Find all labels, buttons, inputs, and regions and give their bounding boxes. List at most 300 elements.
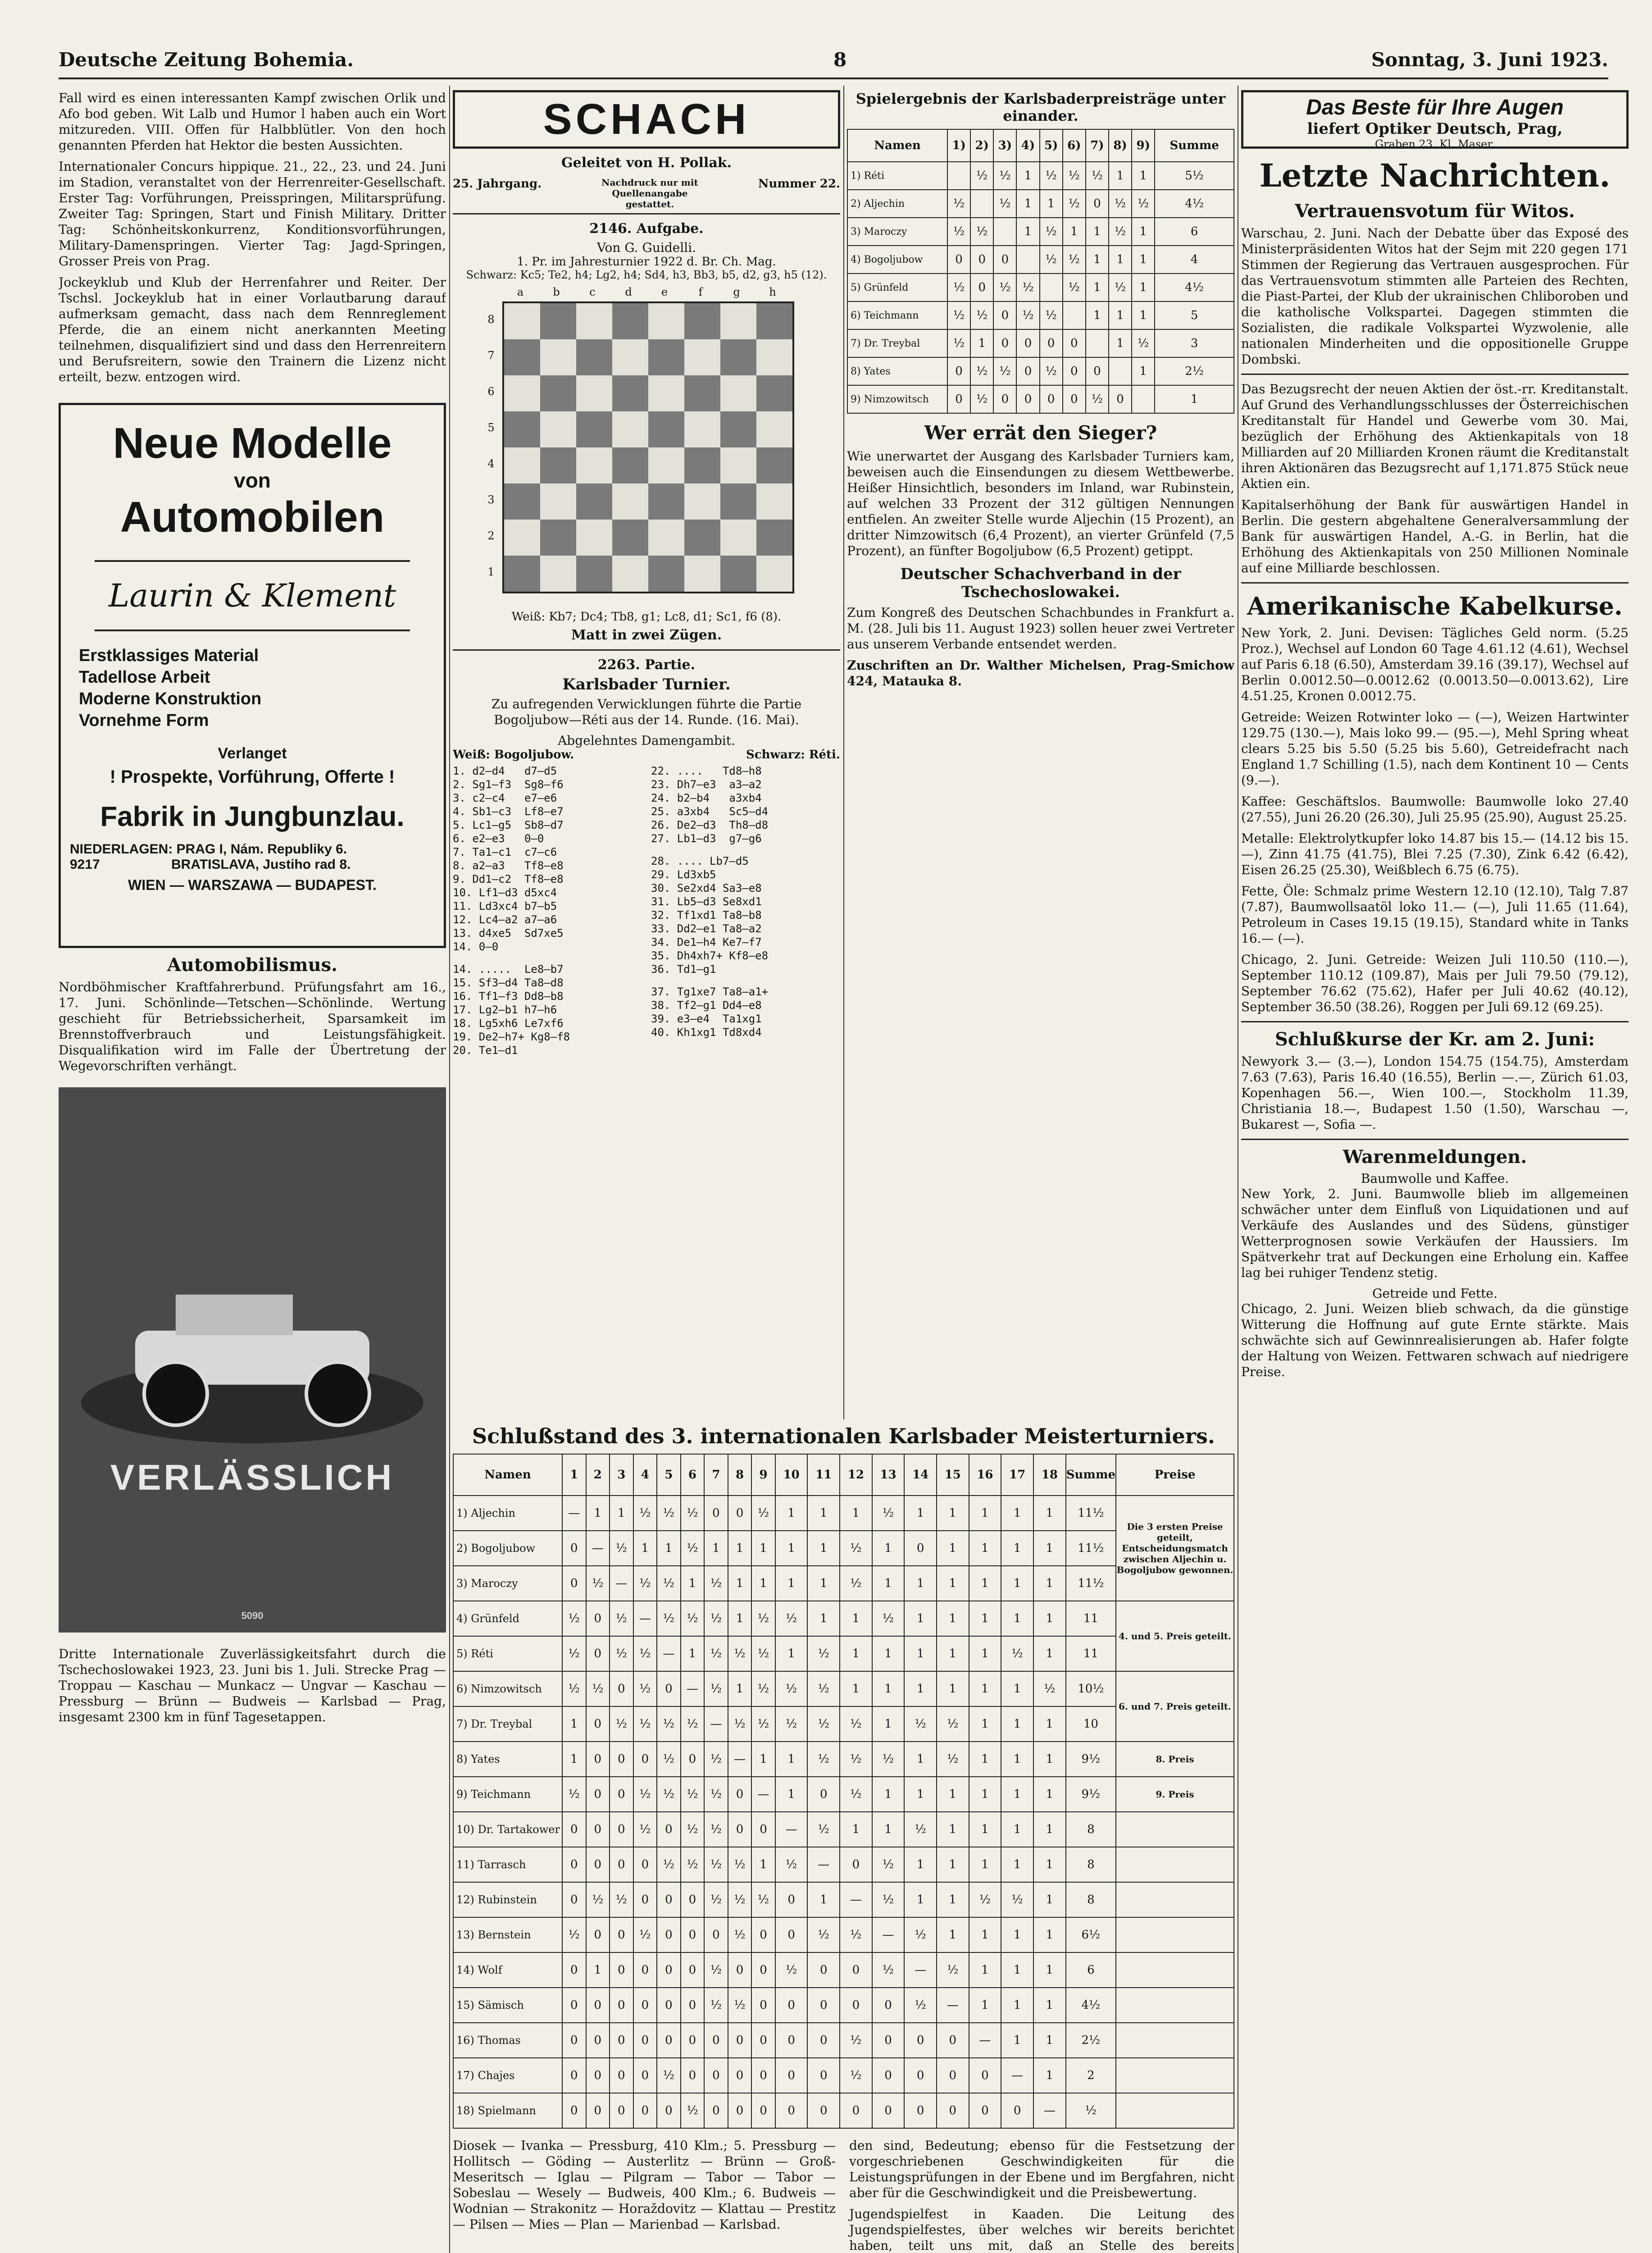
table-cell: 8 (1066, 1812, 1116, 1847)
table-cell: 1 (1086, 246, 1109, 274)
table-cell: 9) Teichmann (453, 1777, 562, 1812)
table-cell: 0 (562, 1531, 586, 1566)
file-label: c (589, 286, 596, 298)
table-cell: 1 (970, 329, 993, 357)
table-cell: 1 (751, 1531, 775, 1566)
board-square (756, 303, 792, 339)
moves-list (453, 764, 642, 953)
column-header: 2 (586, 1454, 610, 1496)
table-cell: 1 (807, 1566, 840, 1601)
table-cell: ½ (751, 1636, 775, 1671)
table-cell: ½ (610, 1601, 633, 1636)
table-cell: 0 (775, 1917, 808, 1952)
table-cell: 1 (1033, 1601, 1066, 1636)
table-cell: 1 (937, 1882, 969, 1917)
table-cell (1063, 301, 1086, 329)
rank-label: 1 (487, 566, 495, 578)
table-cell: ½ (775, 1952, 808, 1988)
table-cell: ½ (970, 218, 993, 246)
table-cell: 0 (562, 1847, 586, 1882)
board-square (684, 556, 720, 592)
board-square (612, 303, 648, 339)
table-cell: ½ (775, 1601, 808, 1636)
table-cell: ½ (704, 1988, 728, 2023)
table-cell: 0 (1086, 190, 1109, 218)
board-square (576, 375, 612, 411)
column-header: 8 (728, 1454, 752, 1496)
table-cell: ½ (681, 2093, 705, 2128)
table-row (847, 190, 1234, 218)
table-cell: ½ (840, 2023, 872, 2058)
column-header: Preise (1116, 1454, 1234, 1496)
concurs-hippique: Internationaler Concurs hippique. 21., 22., 23. und 24. Juni im Stadion, veranstaltet von der Herrenreiter-Gesellschaft. Erster Tag: Vorführungen, Preisspringen, Militarsprüfung. Zweiter Tag: Springen, Start und Finish Military. Dritter Tag: Schönheitskonkurrenz, Konditionsvorführungen, Military-Damenspringen. Vierter Tag: Jagd-Springen, Grosser Preis von Prag. (59, 159, 446, 269)
table-cell: 1 (969, 1988, 1001, 2023)
table-cell: — (937, 1988, 969, 2023)
table-cell: ½ (993, 162, 1016, 190)
table-cell: ½ (947, 329, 970, 357)
board-square (540, 447, 576, 483)
table-cell: ½ (728, 1706, 752, 1742)
board-square (756, 556, 792, 592)
ad-feature: Moderne Konstruktion (79, 689, 262, 708)
issue-date: Sonntag, 3. Juni 1923. (1371, 49, 1608, 71)
table-row (453, 1988, 1234, 2023)
board-square (756, 411, 792, 447)
table-cell: 3) Maroczy (847, 218, 947, 246)
table-cell: ½ (872, 1496, 905, 1531)
table-cell: 4) Bogoljubow (847, 246, 947, 274)
table-cell: ½ (775, 1706, 808, 1742)
table-cell: ½ (947, 190, 970, 218)
table-cell: 0 (657, 2093, 681, 2128)
chess-diagram (453, 286, 840, 610)
chess-move: 6. e2—e3 0—0 (453, 832, 544, 845)
table-cell: 0 (969, 2093, 1001, 2128)
prize-note: Die 3 ersten Preise geteilt, Entscheidungsmatch zwischen Aljechin u. Bogoljubow gewonnen. (1116, 1496, 1234, 1601)
column-header: 4 (633, 1454, 657, 1496)
problem-award: 1. Pr. im Jahresturnier 1922 d. Br. Ch. Mag. (517, 255, 776, 269)
table-cell: ½ (872, 1952, 905, 1988)
table-cell: 1 (1001, 1742, 1033, 1777)
column-header: 6 (681, 1454, 705, 1496)
chess-move: 5. Lc1—g5 Sb8—d7 (453, 819, 564, 831)
table-cell: 0 (728, 2093, 752, 2128)
table-cell: 1 (1109, 246, 1132, 274)
table-cell: ½ (633, 1706, 657, 1742)
table-cell: 0 (562, 1812, 586, 1847)
column-rule (449, 86, 450, 2253)
board-square (648, 303, 684, 339)
table-cell: — (775, 1812, 808, 1847)
table-header-row (453, 1454, 1234, 1496)
table-cell: 4½ (1155, 190, 1234, 218)
table-cell: 0 (633, 1742, 657, 1777)
rank-label: 5 (487, 421, 495, 434)
table-cell: 0 (728, 1812, 752, 1847)
table-cell: 1 (1086, 301, 1109, 329)
table-cell: ½ (1063, 274, 1086, 301)
chess-move: 24. b2—b4 a3xb4 (651, 792, 762, 804)
table-cell (1116, 2058, 1234, 2093)
black-player: Schwarz: Réti. (746, 748, 840, 762)
table-cell: 1 (807, 1601, 840, 1636)
table-cell: 2½ (1155, 357, 1234, 385)
table-cell: 0 (872, 2093, 905, 2128)
table-cell: 1 (1109, 329, 1132, 357)
board-square (720, 375, 756, 411)
table-cell: ½ (1109, 218, 1132, 246)
table-cell: ½ (807, 1706, 840, 1742)
rank-labels (482, 301, 500, 590)
table-cell: 1 (633, 1531, 657, 1566)
table-cell: 11) Tarrasch (453, 1847, 562, 1882)
table-cell: 1 (937, 1847, 969, 1882)
table-cell: 1 (775, 1742, 808, 1777)
table-cell (1132, 385, 1155, 413)
table-cell: 1 (1001, 1706, 1033, 1742)
table-cell: 1 (904, 1777, 937, 1812)
board-square (612, 339, 648, 375)
table-cell: ½ (681, 1531, 705, 1566)
table-cell: 0 (993, 301, 1016, 329)
table-cell: — (969, 2023, 1001, 2058)
table-cell: 0 (1040, 385, 1063, 413)
table-cell: 2½ (1066, 2023, 1116, 2058)
table-cell: 0 (562, 2093, 586, 2128)
table-cell: 0 (657, 1988, 681, 2023)
table-cell: ½ (657, 1777, 681, 1812)
table-cell: 1 (1001, 1847, 1033, 1882)
table-cell (993, 218, 1016, 246)
table-cell: ½ (840, 1777, 872, 1812)
table-cell: ½ (751, 1496, 775, 1531)
problem-white: Weiß: Kb7; Dc4; Tb8, g1; Lc8, d1; Sc1, f6 (8). (511, 610, 782, 624)
table-cell: 1 (1033, 1566, 1066, 1601)
board-square (576, 556, 612, 592)
table-cell: ½ (807, 1671, 840, 1706)
table-cell: 0 (937, 2093, 969, 2128)
table-cell: 0 (807, 1988, 840, 2023)
board-square (720, 556, 756, 592)
table-cell: 0 (1016, 329, 1039, 357)
board-square (612, 520, 648, 556)
table-cell (1116, 2023, 1234, 2058)
table-cell: 1 (904, 1847, 937, 1882)
moves-left (453, 764, 642, 1057)
kapital-text: Kapitalserhöhung der Bank für auswärtigen Handel in Berlin. Die gestern abgehaltene Generalversammlung der Bank für auswärtigen Handel, A.-G. in Berlin, hat die Erhöhung des Aktienkapitals von 250 Millionen Nominale auf eine Milliarde beschlossen. (1241, 497, 1629, 575)
chess-move: 29. Ld3xb5 (651, 868, 716, 881)
chess-move: 11. Ld3xc4 b7—b5 (453, 900, 557, 912)
chess-move: 27. Lb1—d3 g7—g6 (651, 832, 762, 845)
table-cell: 1 (728, 1566, 752, 1601)
ad-features (70, 645, 435, 731)
table-cell: 1 (904, 1601, 937, 1636)
table-cell (1116, 1847, 1234, 1882)
table-cell: 1 (775, 1566, 808, 1601)
chess-meta (453, 177, 840, 214)
table-cell: ½ (904, 1706, 937, 1742)
table-cell: ½ (970, 301, 993, 329)
table-cell: 0 (681, 2058, 705, 2093)
table-row (453, 2023, 1234, 2058)
board-square (612, 483, 648, 520)
table-cell: 1 (904, 1566, 937, 1601)
table-cell: ½ (840, 1706, 872, 1742)
table-cell: 0 (1016, 357, 1039, 385)
ad-cta-verlanget: Verlanget (218, 745, 287, 762)
board-square (648, 556, 684, 592)
table-cell: 1 (969, 1566, 1001, 1601)
table-cell: 1 (1033, 1988, 1066, 2023)
table-cell: 0 (586, 1706, 610, 1742)
schachverband-text: Zum Kongreß des Deutschen Schachbundes in Frankfurt a. M. (28. Juli bis 11. August 1923) sollen heuer zwei Vertreter aus unserem Verbande entsendet werden. (847, 605, 1234, 652)
table-cell: 0 (807, 2058, 840, 2093)
table-cell: ½ (704, 1847, 728, 1882)
table-cell: 14) Wolf (453, 1952, 562, 1988)
table-cell: 0 (562, 2058, 586, 2093)
column-header: 7 (704, 1454, 728, 1496)
table-cell: 1 (751, 1742, 775, 1777)
table-cell: — (633, 1601, 657, 1636)
rule (1241, 582, 1629, 584)
problem-black: Schwarz: Kc5; Te2, h4; Lg2, h4; Sd4, h3, Bb3, b5, d2, g3, h5 (12). (466, 269, 827, 281)
column-header: 12 (840, 1454, 872, 1496)
column-header: 16 (969, 1454, 1001, 1496)
table-cell: 0 (937, 2058, 969, 2093)
chess-move: 30. Se2xd4 Sa3—e8 (651, 882, 762, 894)
table-cell: 0 (970, 246, 993, 274)
table-cell: 1 (937, 1671, 969, 1706)
column-4 (1241, 90, 1629, 2253)
table-cell: 1 (969, 1812, 1001, 1847)
table-cell: 0 (681, 1742, 705, 1777)
table-cell: — (610, 1566, 633, 1601)
table-cell: ½ (681, 1601, 705, 1636)
board-square (504, 411, 540, 447)
table-cell: 6 (1066, 1952, 1116, 1988)
table-cell: 0 (657, 1812, 681, 1847)
table-row (453, 1496, 1234, 1531)
table-cell: 0 (728, 2058, 752, 2093)
board-square (720, 303, 756, 339)
table-cell: 0 (775, 2093, 808, 2128)
table-cell: ½ (1132, 190, 1155, 218)
table-cell: 0 (610, 1952, 633, 1988)
table-cell: 18) Spielmann (453, 2093, 562, 2128)
board-square (648, 375, 684, 411)
table-cell: 0 (904, 2023, 937, 2058)
table-cell: — (807, 1847, 840, 1882)
board-square (612, 411, 648, 447)
table-cell: 0 (562, 1882, 586, 1917)
table-cell: ½ (1033, 1671, 1066, 1706)
table-cell: 1 (840, 1812, 872, 1847)
game-opening: Abgelehntes Damengambit. (558, 733, 735, 748)
table-cell: 8) Yates (453, 1742, 562, 1777)
chess-move: 9. Dd1—c2 Tf8—e8 (453, 873, 564, 885)
table-cell: 1 (969, 1952, 1001, 1988)
table-cell: 1 (1033, 1636, 1066, 1671)
board-square (684, 303, 720, 339)
table-cell: ½ (1040, 218, 1063, 246)
table-cell: 1 (1033, 1496, 1066, 1531)
table-cell: 1 (969, 1671, 1001, 1706)
table-cell: 4½ (1155, 274, 1234, 301)
table-cell: 6) Teichmann (847, 301, 947, 329)
table-cell: ½ (610, 1706, 633, 1742)
white-player: Weiß: Bogoljubow. (453, 748, 574, 762)
table-cell: ½ (657, 1742, 681, 1777)
table-cell: 0 (840, 1952, 872, 1988)
table-cell: ½ (610, 1882, 633, 1917)
table-cell: 1 (1001, 1671, 1033, 1706)
ad-cta: ! Prospekte, Vorführung, Offerte ! (109, 767, 395, 787)
table-cell: 4 (1155, 246, 1234, 274)
chess-move: 3. c2—c4 e7—e6 (453, 792, 557, 804)
table-cell: 0 (586, 1812, 610, 1847)
column-header: 11 (807, 1454, 840, 1496)
table-cell: 0 (751, 1988, 775, 2023)
chess-move: 20. Te1—d1 (453, 1044, 518, 1057)
column-rule (843, 86, 844, 1419)
table-cell: 1 (704, 1531, 728, 1566)
game-title: 2263. Partie. (597, 657, 696, 673)
ad-title-automobiles: Automobilen (120, 493, 385, 541)
board-square (540, 411, 576, 447)
table-cell: 0 (610, 2023, 633, 2058)
brand-name: Laurin & Klement (108, 577, 396, 614)
chess-editor: Geleitet von H. Pollak. (561, 155, 732, 171)
table-cell: 6) Nimzowitsch (453, 1671, 562, 1706)
board-square (504, 447, 540, 483)
brand-logo (95, 560, 410, 631)
file-label: g (733, 286, 740, 298)
table-cell: 1 (840, 1636, 872, 1671)
file-label: h (769, 286, 776, 298)
table-cell: 11½ (1066, 1566, 1116, 1601)
game-event: Karlsbader Turnier. (562, 675, 731, 693)
file-label: d (625, 286, 632, 298)
table-cell: ½ (1001, 1636, 1033, 1671)
table-cell: 1 (872, 1706, 905, 1742)
table-row (453, 1917, 1234, 1952)
table-cell: 15) Sämisch (453, 1988, 562, 2023)
table-cell: 1 (1033, 1531, 1066, 1566)
optiker-address: Graben 23. Kl. Maser. (1374, 138, 1495, 151)
table-cell: 1) Aljechin (453, 1496, 562, 1531)
prize-note: 4. und 5. Preis geteilt. (1116, 1601, 1234, 1671)
table-cell: 0 (937, 2023, 969, 2058)
table-cell: ½ (704, 1636, 728, 1671)
table-cell: 0 (633, 1952, 657, 1988)
table-cell: ½ (1001, 1882, 1033, 1917)
column-header: 5) (1040, 129, 1063, 162)
table-cell: 5) Réti (453, 1636, 562, 1671)
rule (1241, 374, 1629, 375)
table-cell: ½ (562, 1917, 586, 1952)
table-cell: 1 (937, 1917, 969, 1952)
chess-note: Nachdruck nur mit Quellenangabe gestattet. (601, 177, 698, 210)
image-caption-verlasslich: VERLÄSSLICH (110, 1457, 395, 1497)
rank-label: 7 (487, 349, 495, 362)
table-cell: 1 (1109, 301, 1132, 329)
table-cell: ½ (969, 1882, 1001, 1917)
table-cell: 0 (681, 1917, 705, 1952)
table-cell: 16) Thomas (453, 2023, 562, 2058)
table-cell: ½ (704, 1601, 728, 1636)
moves-list (651, 764, 840, 845)
chess-number: Nummer 22. (758, 177, 840, 191)
table-row (453, 1812, 1234, 1847)
table-cell: 0 (657, 1671, 681, 1706)
table-cell: 0 (947, 385, 970, 413)
table-cell: ½ (937, 1952, 969, 1988)
table-cell: 1 (904, 1882, 937, 1917)
witos-text: Warschau, 2. Juni. Nach der Debatte über das Exposé des Ministerpräsidenten Witos hat der Sejm mit 220 gegen 171 Stimmen der Regierung das Vertrauen ausgesprochen. Für das Vertrauensvotum stimmten alle Parteien des Rechten, die Piast-Partei, der Klub der ukrainischen Chliboroben und die katholische Volkspartei. Dagegen stimmten die Sozialisten, die radikale Volkspartei Wyzwolenie, alle nationalen Minderheiten und die oppositionelle Gruppe Dombski. (1241, 226, 1629, 367)
board-square (576, 520, 612, 556)
table-cell: 1 (872, 1671, 905, 1706)
schlusskurse-text: Newyork 3.— (3.—), London 154.75 (154.75), Amsterdam 7.63 (7.63), Paris 16.40 (16.55), Berlin —.—, Zürich 61.03, Kopenhagen 56.—, Wien 100.—, Stockholm 11.39, Christiania 18.—, Budapest 1.50 (1.50), Warschau —, Bukarest —, Sofia —. (1241, 1054, 1629, 1132)
table-cell: 0 (704, 2093, 728, 2128)
chess-move: 34. De1—h4 Ke7—f7 (651, 936, 762, 949)
table-row (847, 274, 1234, 301)
table-cell: ½ (807, 1812, 840, 1847)
table-cell: 1 (872, 1531, 905, 1566)
board-square (504, 303, 540, 339)
table-cell: ½ (704, 1671, 728, 1706)
table-cell: ½ (610, 1531, 633, 1566)
table-cell: 6 (1155, 218, 1234, 246)
table-cell: 1 (1033, 1847, 1066, 1882)
board-square (504, 483, 540, 520)
board-square (576, 447, 612, 483)
table-cell: ½ (840, 1917, 872, 1952)
table-cell: 1 (1155, 385, 1234, 413)
table-cell: ½ (562, 1601, 586, 1636)
table-cell: ½ (947, 274, 970, 301)
table-cell (1116, 1917, 1234, 1952)
table-cell: 0 (872, 2058, 905, 2093)
file-label: b (553, 286, 560, 298)
ad-title: Neue Modelle (113, 419, 392, 467)
board-square (756, 339, 792, 375)
table-cell: — (840, 1882, 872, 1917)
metalle-text: Metalle: Elektrolytkupfer loko 14.87 bis 15.— (14.12 bis 15.—), Zinn 41.75 (41.75), Blei 7.25 (7.30), Zink 6.42 (6.42), Eisen 26.25 (25.30), Weißblech 6.75 (6.75). (1241, 831, 1629, 877)
table-cell: 0 (1016, 385, 1039, 413)
chess-move: 25. a3xb4 Sc5—d4 (651, 805, 769, 818)
table-cell: 0 (704, 2023, 728, 2058)
table-cell: 0 (633, 2023, 657, 2058)
table-cell: 0 (1086, 357, 1109, 385)
table-row (453, 2093, 1234, 2128)
table-cell: ½ (728, 1917, 752, 1952)
table-cell: 1 (1033, 1882, 1066, 1917)
chess-rule (453, 649, 840, 651)
table-cell: 1 (872, 1566, 905, 1601)
table-cell: — (872, 1917, 905, 1952)
table-cell: 1 (775, 1777, 808, 1812)
automobilismus-text: Nordböhmischer Kraftfahrerbund. Prüfungsfahrt am 16., 17. Juni. Schönlinde—Tetschen—Schönlinde. Wertung geschieht für Betriebssicherheit, Sparsamkeit im Brennstoffverbrauch und Leistungsfähigkeit. Disqualifikation wird im Falle der Übertretung der Wegevorschriften verhängt. (59, 980, 446, 1073)
table-cell: 1 (904, 1742, 937, 1777)
table-cell: ½ (904, 1988, 937, 2023)
table-cell (1116, 1882, 1234, 1917)
table-cell: 0 (947, 357, 970, 385)
table-cell: 0 (807, 1952, 840, 1988)
table-cell: 0 (807, 2023, 840, 2058)
table-row (847, 162, 1234, 190)
table-cell: 1 (1086, 218, 1109, 246)
table-cell: 0 (904, 2093, 937, 2128)
